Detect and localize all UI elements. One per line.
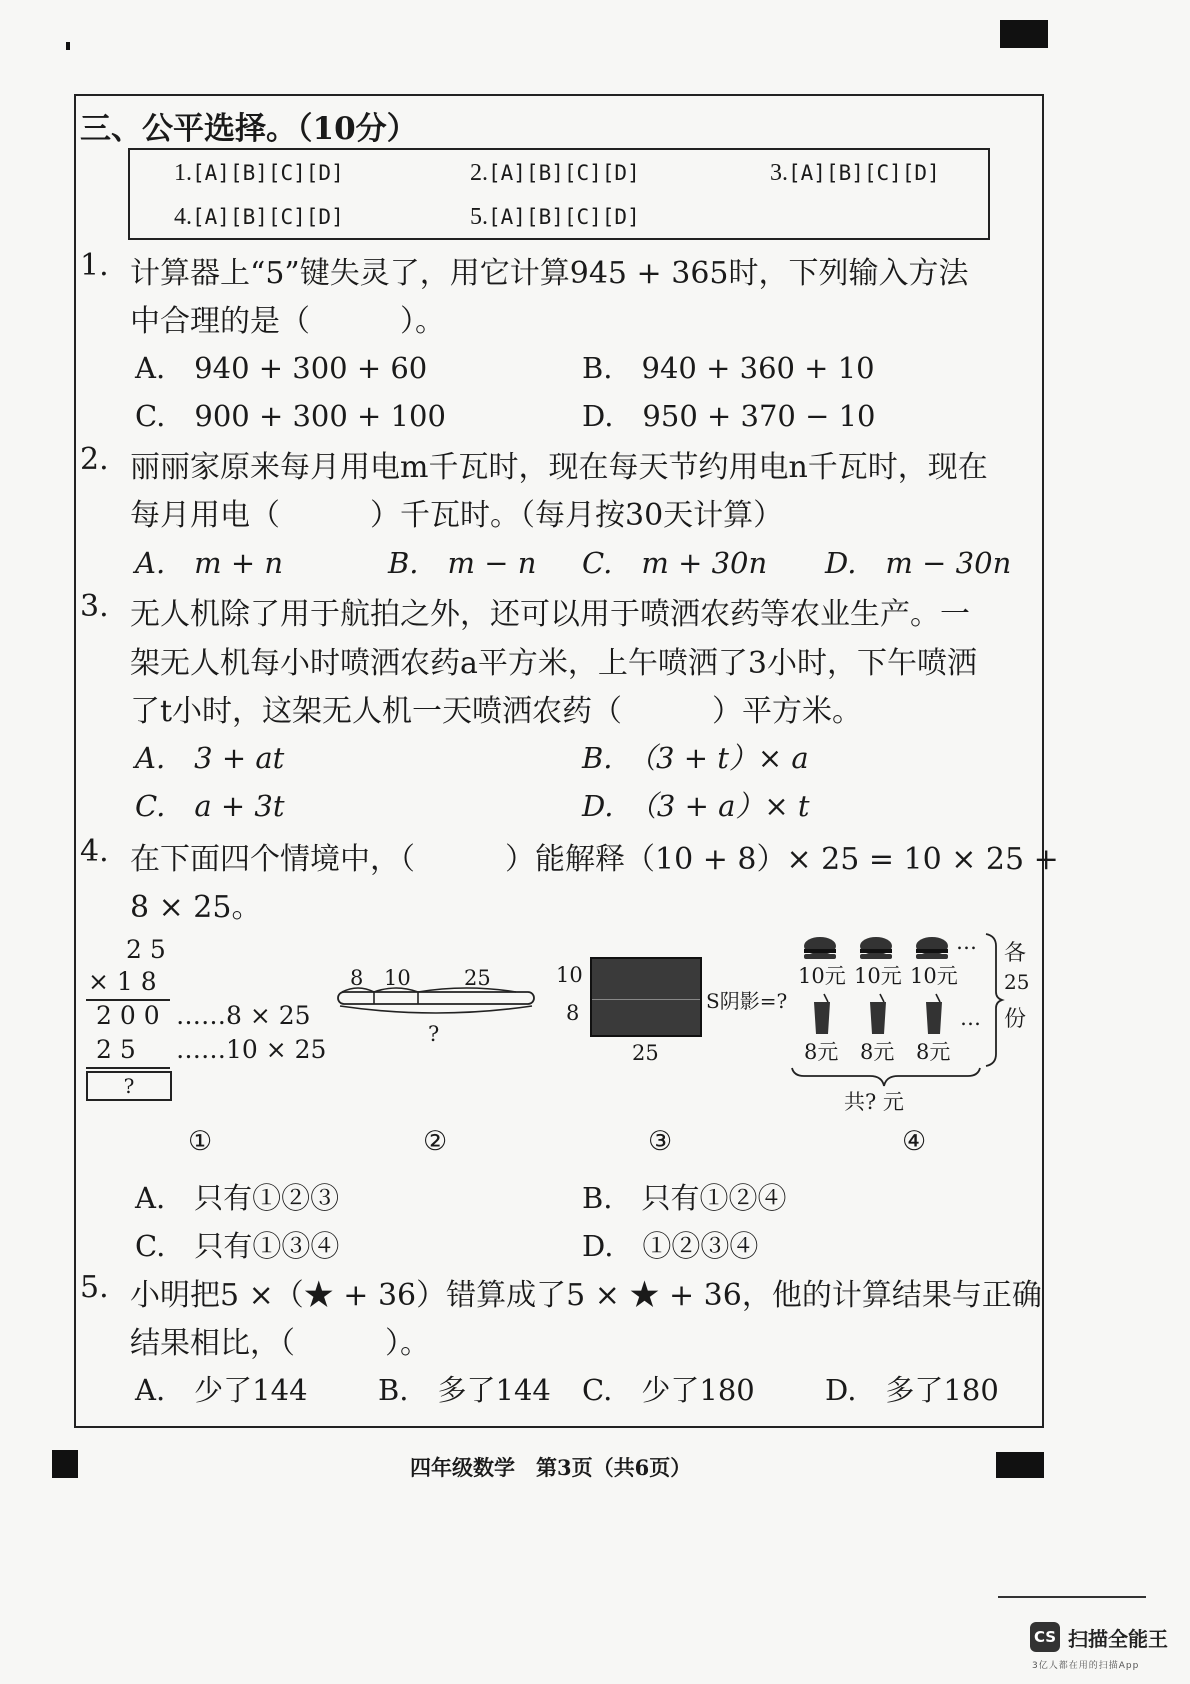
question-5-option-a[interactable]: A. 少了144 [135,1373,308,1407]
fig4-price-burger-2: 10元 [854,964,902,988]
answer-row-1[interactable]: 1.[A][B][C][D] [174,160,344,186]
question-2-line-2: 每月用电（ ）千瓦时。（每月按30天计算） [130,498,784,533]
question-2-line-1: 丽丽家原来每月用电m千瓦时，现在每天节约用电n千瓦时，现在 [130,450,988,485]
fig4-ellipsis-burgers: … [956,930,977,954]
question-4-line-2: 8 × 25。 [130,890,262,925]
fig4-price-drink-1: 8元 [804,1040,839,1064]
fig4-side-label-1: 各 [1004,941,1027,966]
question-5-option-c[interactable]: C. 少了180 [582,1373,755,1407]
answer-row-4[interactable]: 4.[A][B][C][D] [174,204,344,230]
question-4-option-b[interactable]: B. 只有①②④ [582,1181,787,1215]
question-5-number: 5. [80,1270,109,1305]
fig4-price-drink-3: 8元 [916,1040,951,1064]
figure-2-label: ② [423,1126,448,1157]
answer-row-5[interactable]: 5.[A][B][C][D] [470,204,640,230]
figure-1-label: ① [188,1126,213,1157]
fig4-price-burger-1: 10元 [798,964,846,988]
page-footer: 四年级数学 第3页（共6页） [410,1455,692,1480]
fig1-multiplier: × 1 8 [88,967,157,996]
question-3-line-3: 了t小时，这架无人机一天喷洒农药（ ）平方米。 [130,694,863,729]
scanner-app-name: 扫描全能王 [1068,1627,1168,1651]
question-4-option-d[interactable]: D. ①②③④ [582,1229,759,1263]
registration-mark-top-right [1000,20,1048,48]
question-1-option-a[interactable]: A. 940 + 300 + 60 [135,351,428,385]
question-3-option-d[interactable]: D. （3 + a）× t [582,789,810,823]
figure-4-shopping [790,930,1040,1120]
answer-row-2[interactable]: 2.[A][B][C][D] [470,160,640,186]
footer-rule [998,1596,1146,1598]
question-5-option-d[interactable]: D. 多了180 [825,1373,999,1407]
question-5-line-2: 结果相比，（ ）。 [130,1326,430,1361]
question-5-option-b[interactable]: B. 多了144 [378,1373,551,1407]
question-4-option-a[interactable]: A. 只有①②③ [135,1181,340,1215]
burger-icon [804,937,836,959]
question-3-option-c[interactable]: C. a + 3t [135,789,285,823]
answer-row-3[interactable]: 3.[A][B][C][D] [770,160,940,186]
question-1-line-2: 中合理的是（ ）。 [130,304,445,339]
question-1-number: 1. [80,248,109,283]
scanner-tagline: 3亿人都在用的扫描App [1032,1661,1140,1671]
fig2-label-25: 25 [464,966,491,990]
question-4-line-1: 在下面四个情境中，（ ）能解释（10 + 8）× 25 = 10 × 25 + [130,842,1059,877]
registration-dot [66,42,70,50]
burger-icon [860,937,892,959]
question-2-option-a[interactable]: A. m + n [135,546,284,580]
fig2-label-10: 10 [384,966,411,990]
camscanner-logo-icon: CS [1030,1622,1060,1652]
question-4-option-c[interactable]: C. 只有①③④ [135,1229,340,1263]
fig3-area: S阴影=? [706,989,788,1013]
fig4-side-label-2: 25 [1004,970,1030,994]
fig3-shaded-rect [590,957,702,1037]
fig4-price-burger-3: 10元 [910,964,958,988]
question-1-option-b[interactable]: B. 940 + 360 + 10 [582,351,875,385]
registration-mark-bottom-left [52,1450,78,1478]
fig1-partial-1: 2 0 0 [96,1001,160,1030]
question-2-option-c[interactable]: C. m + 30n [582,546,768,580]
question-1-option-c[interactable]: C. 900 + 300 + 100 [135,399,446,433]
question-1-line-1: 计算器上“5”键失灵了，用它计算945 + 365时，下列输入方法 [130,256,969,291]
question-1-option-d[interactable]: D. 950 + 370 − 10 [582,399,876,433]
fig4-side-label-3: 份 [1004,1007,1027,1032]
fig4-total: 共? 元 [844,1090,904,1114]
fig2-segment-drawing [336,970,536,1060]
drink-icon [926,994,942,1034]
burger-icon [916,937,948,959]
fig3-width-25: 25 [632,1041,659,1065]
fig4-ellipsis-drinks: … [960,1006,981,1030]
question-3-line-1: 无人机除了用于航拍之外，还可以用于喷洒农药等农业生产。一 [130,597,970,632]
fig3-height-8: 8 [566,1001,580,1025]
fig1-partial-1-note: ……8 × 25 [176,1001,311,1030]
section-title: 三、公平选择。（10分） [80,111,418,147]
fig3-height-10: 10 [556,963,583,987]
fig4-price-drink-2: 8元 [860,1040,895,1064]
question-2-option-b[interactable]: B. m − n [388,546,537,580]
drink-icon [814,994,830,1034]
question-3-option-b[interactable]: B. （3 + t）× a [582,741,809,775]
question-3-number: 3. [80,589,109,624]
figure-1-multiplication [84,935,327,1105]
question-2-number: 2. [80,442,109,477]
question-3-line-2: 架无人机每小时喷洒农药a平方米，上午喷洒了3小时，下午喷洒 [130,646,977,681]
answer-sheet [128,148,990,240]
fig1-partial-2-note: ……10 × 25 [176,1035,327,1064]
fig1-multiplicand: 2 5 [126,935,166,964]
question-4-number: 4. [80,834,109,869]
figure-4-label: ④ [902,1126,927,1157]
fig2-label-8: 8 [350,966,364,990]
fig2-total: ? [428,1022,440,1046]
question-2-option-d[interactable]: D. m − 30n [825,546,1012,580]
registration-mark-bottom-right [996,1452,1044,1478]
question-5-line-1: 小明把5 ×（★ + 36）错算成了5 × ★ + 36，他的计算结果与正确 [130,1278,1042,1313]
figure-3-label: ③ [648,1126,673,1157]
fig4-drawing [790,930,1040,1120]
drink-icon [870,994,886,1034]
figure-2-segment [336,966,536,1060]
fig1-result-box: ? [86,1071,172,1101]
figure-3-rectangle [548,955,788,1075]
question-3-option-a[interactable]: A. 3 + at [135,741,285,775]
fig1-partial-2: 2 5 [96,1035,136,1064]
